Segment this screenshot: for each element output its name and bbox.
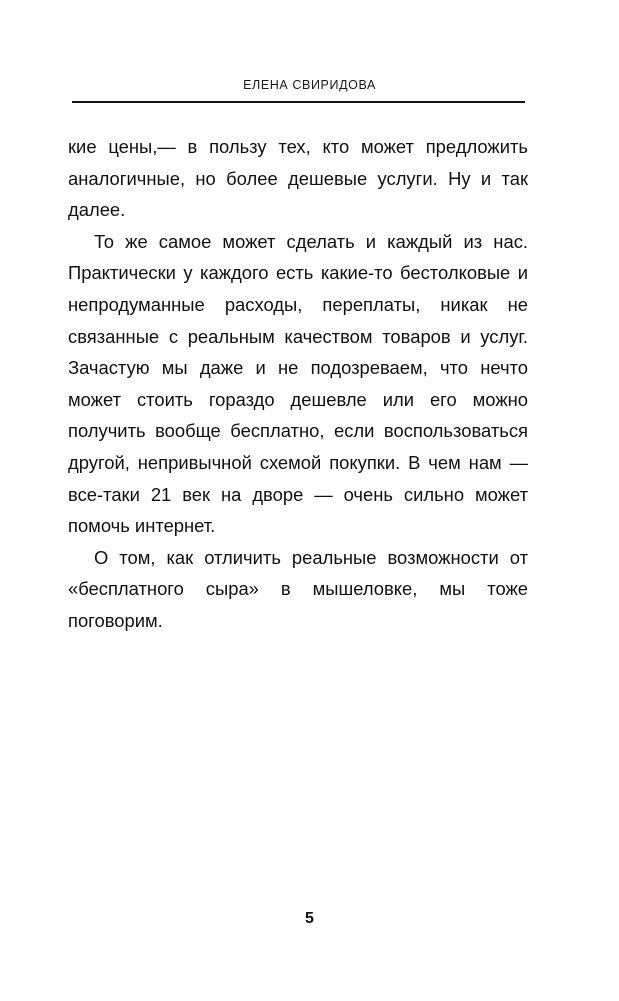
paragraph-2: То же самое может сделать и каждый из нас. Практически у каждого есть какие-то бестолковые и непродуманные расходы, переплаты, никак не связанные с реальным качеством товаров и услуг. Зачастую мы даже и не подозреваем, что нечто может стоить гораздо дешевле или его можно получить вообще бесплатно, если воспользоваться другой, непривычной схемой покупки. В чем нам — все-таки 21 век на дворе — очень сильно может помочь интернет. (68, 230, 528, 537)
header-divider (72, 101, 525, 103)
running-head-author: ЕЛЕНА СВИРИДОВА (243, 78, 376, 92)
paragraph-1: кие цены,— в пользу тех, кто может предложить аналогичные, но более дешевые услуги. Ну и так далее. (68, 136, 528, 221)
paragraph-3: О том, как отличить реальные возможности от «бесплатного сыра» в мышеловке, мы тоже поговорим. (68, 546, 528, 631)
page-body (68, 131, 528, 637)
page-number: 5 (305, 910, 314, 927)
